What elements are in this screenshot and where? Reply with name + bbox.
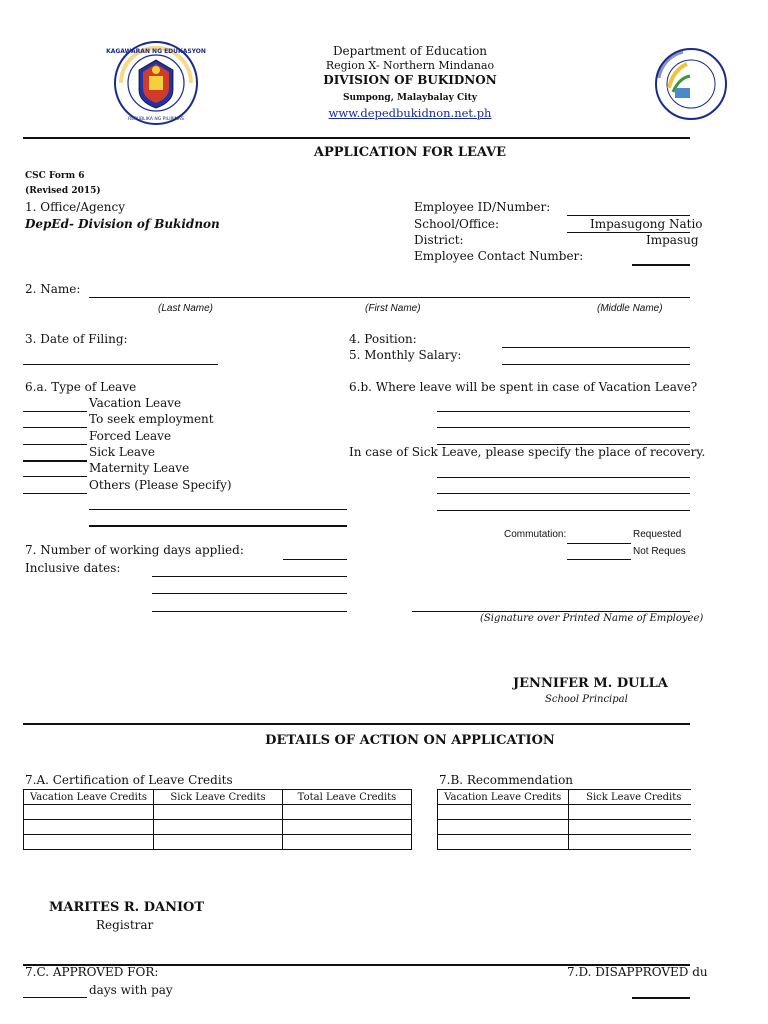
sick-place-line-2[interactable] xyxy=(437,493,690,494)
table-row xyxy=(24,820,412,835)
date-filing-line[interactable] xyxy=(23,364,218,365)
table-cell[interactable] xyxy=(438,805,569,820)
table-cell[interactable] xyxy=(283,805,412,820)
where-spent-label: 6.b. Where leave will be spent in case of Vacation Leave? xyxy=(349,380,698,394)
inclusive-dates-line-2[interactable] xyxy=(152,593,347,594)
commutation-requested: Requested xyxy=(633,529,682,540)
leave-type-sick: Sick Leave xyxy=(89,445,155,459)
division-seal-logo xyxy=(653,48,690,120)
leave-type-seek: To seek employment xyxy=(89,412,214,426)
working-days-label: 7. Number of working days applied: xyxy=(25,543,244,557)
table-cell[interactable] xyxy=(154,835,283,850)
signature-caption: (Signature over Printed Name of Employee) xyxy=(480,613,704,624)
checkbox-line-forced[interactable] xyxy=(23,444,87,445)
others-specify-line-1[interactable] xyxy=(89,509,347,510)
table-cell[interactable] xyxy=(283,835,412,850)
table-cell[interactable] xyxy=(568,805,699,820)
sick-place-line-1[interactable] xyxy=(437,477,690,478)
where-spent-line-1[interactable] xyxy=(437,411,690,412)
deped-seal-logo xyxy=(106,40,206,126)
header-division: DIVISION OF BUKIDNON xyxy=(323,73,497,87)
registrar-name: MARITES R. DANIOT xyxy=(49,900,205,915)
table-row xyxy=(24,805,412,820)
first-name-caption: (First Name) xyxy=(365,303,421,314)
header-dept: Department of Education xyxy=(332,44,488,58)
table-cell[interactable] xyxy=(283,820,412,835)
salary-line[interactable] xyxy=(502,364,690,365)
leave-type-forced: Forced Leave xyxy=(89,429,172,443)
leave-type-label: 6.a. Type of Leave xyxy=(25,380,137,394)
position-line[interactable] xyxy=(502,347,690,348)
cert-header-sick: Sick Leave Credits xyxy=(154,790,283,805)
position-label: 4. Position: xyxy=(349,332,417,346)
others-specify-line-2[interactable] xyxy=(89,525,347,527)
registrar-title: Registrar xyxy=(96,918,154,932)
days-with-pay-line[interactable] xyxy=(23,997,87,998)
leave-type-others: Others (Please Specify) xyxy=(89,478,232,492)
office-value: DepEd- Division of Bukidnon xyxy=(25,217,220,231)
office-label: 1. Office/Agency xyxy=(25,200,126,214)
table-cell[interactable] xyxy=(154,805,283,820)
school-value[interactable]: Impasugong Natio xyxy=(590,217,703,231)
details-divider xyxy=(23,723,690,725)
name-label: 2. Name: xyxy=(25,282,81,296)
sick-place-line-3[interactable] xyxy=(437,510,690,511)
school-label: School/Office: xyxy=(414,217,500,231)
cert-header-vacation: Vacation Leave Credits xyxy=(24,790,154,805)
district-value[interactable]: Impasug xyxy=(646,233,699,247)
leave-type-vacation: Vacation Leave xyxy=(89,396,182,410)
table-row xyxy=(438,820,700,835)
checkbox-line-maternity[interactable] xyxy=(23,476,87,477)
checkbox-line-sick[interactable] xyxy=(23,460,87,462)
header-divider xyxy=(23,137,690,139)
table-row xyxy=(438,835,700,850)
table-cell[interactable] xyxy=(24,835,154,850)
where-spent-line-2[interactable] xyxy=(437,427,690,428)
table-cell[interactable] xyxy=(24,820,154,835)
page-edge-mask xyxy=(691,780,768,860)
employee-id-label: Employee ID/Number: xyxy=(414,200,551,214)
salary-label: 5. Monthly Salary: xyxy=(349,348,462,362)
middle-name-caption: (Middle Name) xyxy=(597,303,663,314)
cert-credits-table xyxy=(23,789,412,850)
inclusive-dates-line-3[interactable] xyxy=(152,611,347,612)
contact-label: Employee Contact Number: xyxy=(414,249,584,263)
details-title: DETAILS OF ACTION ON APPLICATION xyxy=(265,733,555,748)
rec-credits-table xyxy=(437,789,699,850)
cert-label: 7.A. Certification of Leave Credits xyxy=(25,773,233,787)
seal-text-bottom: REPUBLIKA NG PILIPINAS xyxy=(128,117,184,122)
checkbox-line-others[interactable] xyxy=(23,493,87,494)
name-field-line[interactable] xyxy=(89,297,690,298)
commutation-not-requested: Not Reques xyxy=(633,546,686,557)
commutation-label: Commutation: xyxy=(504,529,567,540)
sick-place-label: In case of Sick Leave, please specify the place of recovery. xyxy=(349,445,706,459)
recommendation-label: 7.B. Recommendation xyxy=(439,773,574,787)
checkbox-line-vacation[interactable] xyxy=(23,411,87,412)
commutation-not-requested-line[interactable] xyxy=(567,559,631,560)
approved-label: 7.C. APPROVED FOR: xyxy=(25,965,159,979)
checkbox-line-seek[interactable] xyxy=(23,427,87,428)
table-cell[interactable] xyxy=(438,820,569,835)
rec-header-sick: Sick Leave Credits xyxy=(568,790,699,805)
last-name-caption: (Last Name) xyxy=(158,303,214,314)
district-label: District: xyxy=(414,233,464,247)
form-number: CSC Form 6 xyxy=(25,171,85,181)
contact-field-line[interactable] xyxy=(632,264,690,266)
header-region: Region X- Northern Mindanao xyxy=(325,59,495,72)
table-cell[interactable] xyxy=(568,820,699,835)
seal-text: KAGAWARAN NG EDUKASYON xyxy=(106,48,206,55)
header-website-link[interactable]: www.depedbukidnon.net.ph xyxy=(328,106,492,120)
rec-header-vacation: Vacation Leave Credits xyxy=(438,790,569,805)
principal-name: JENNIFER M. DULLA xyxy=(513,676,668,691)
form-title: APPLICATION FOR LEAVE xyxy=(313,145,507,160)
disapproved-label: 7.D. DISAPPROVED du xyxy=(567,965,708,979)
inclusive-dates-line-1[interactable] xyxy=(152,576,347,577)
table-cell[interactable] xyxy=(24,805,154,820)
table-cell[interactable] xyxy=(154,820,283,835)
header-address: Sumpong, Malaybalay City xyxy=(343,93,477,103)
principal-title: School Principal xyxy=(545,694,628,705)
disapproved-line[interactable] xyxy=(632,997,690,999)
signature-line[interactable] xyxy=(412,611,690,612)
table-cell[interactable] xyxy=(438,835,569,850)
date-filing-label: 3. Date of Filing: xyxy=(25,332,128,346)
table-cell[interactable] xyxy=(568,835,699,850)
table-row xyxy=(438,805,700,820)
commutation-requested-line[interactable] xyxy=(567,543,631,544)
inclusive-dates-label: Inclusive dates: xyxy=(25,561,121,575)
table-row xyxy=(24,835,412,850)
cert-header-total: Total Leave Credits xyxy=(283,790,412,805)
days-with-pay-label: days with pay xyxy=(89,983,173,997)
working-days-line[interactable] xyxy=(283,559,347,560)
leave-type-maternity: Maternity Leave xyxy=(89,461,190,475)
school-field-top-line xyxy=(567,215,690,216)
form-revised: (Revised 2015) xyxy=(25,186,101,196)
